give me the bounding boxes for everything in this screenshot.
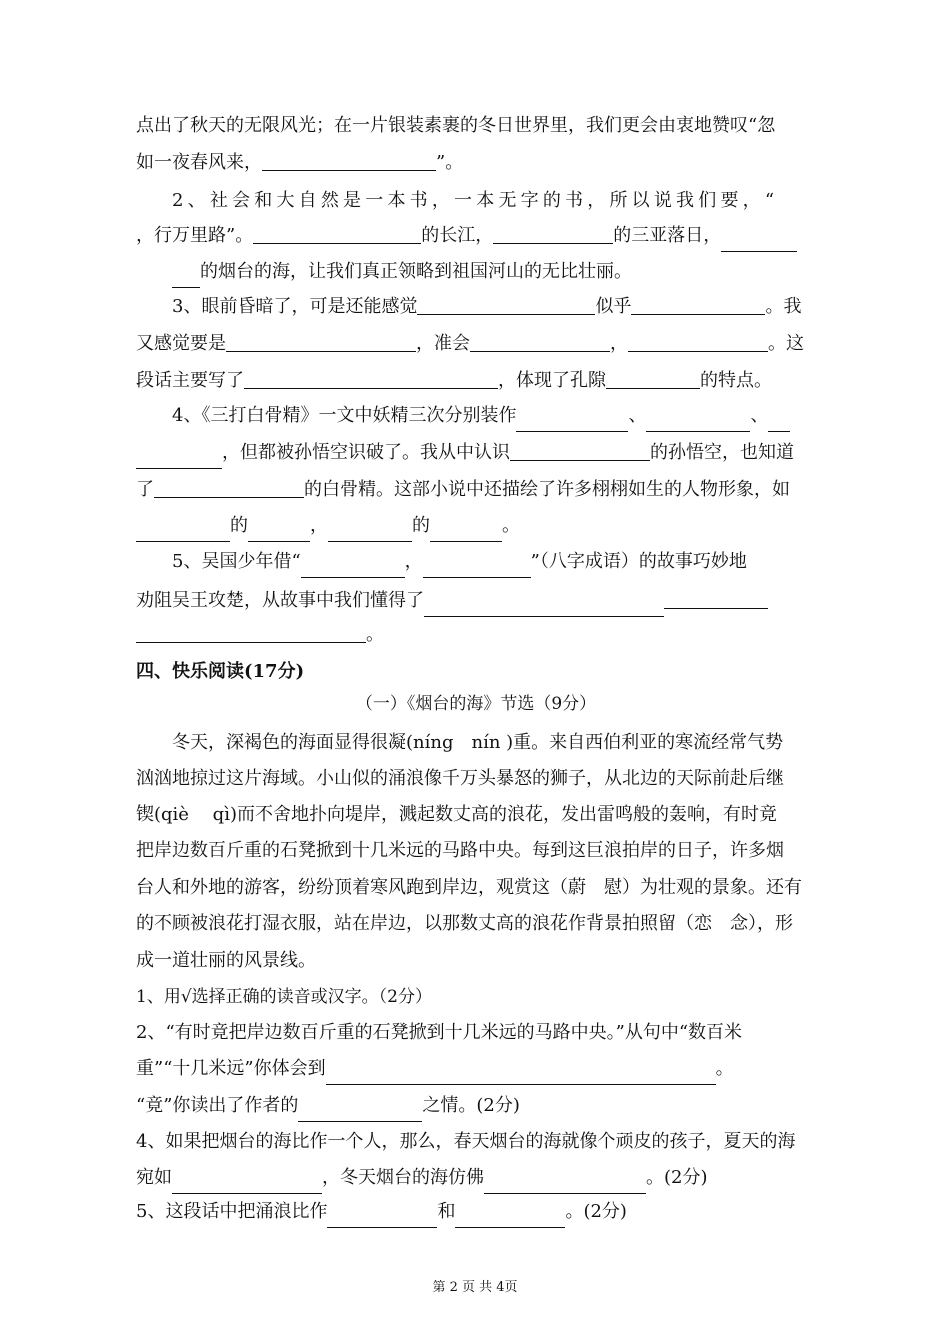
answer-blank[interactable]: [423, 553, 531, 578]
answer-blank[interactable]: [262, 152, 436, 171]
text: 的特点。: [700, 370, 772, 391]
text: 3、眼前昏暗了，可是还能感觉: [172, 296, 418, 317]
answer-blank[interactable]: [298, 1097, 422, 1122]
answer-blank[interactable]: [226, 333, 416, 352]
passage-line-5: 台人和外地的游客，纷纷顶着寒风跑到岸边，观赏这（蔚 慰）为壮观的景象。还有: [136, 877, 802, 898]
answer-blank[interactable]: [136, 444, 222, 469]
text: 了: [136, 479, 154, 500]
text: 4、《三打白骨精》一文中妖精三次分别装作: [172, 405, 517, 426]
passage-line-2: 汹汹地掠过这片海域。小山似的涌浪像千万头暴怒的狮子，从北边的天际前赴后继: [136, 768, 784, 789]
text: 宛如: [136, 1167, 172, 1188]
answer-blank[interactable]: [721, 227, 797, 252]
answer-blank[interactable]: [516, 407, 628, 432]
text: 的: [230, 515, 248, 536]
answer-blank[interactable]: [328, 517, 412, 542]
answer-blank[interactable]: [154, 479, 304, 498]
page-footer: 第 2 页 共 4页: [432, 1280, 518, 1295]
text: 2、社会和大自然是一本书，一本无字的书，所以说我们要，“: [172, 190, 779, 211]
q-prev-line-2: [136, 151, 816, 175]
text: 、: [628, 405, 647, 426]
q5-line-3: [136, 623, 816, 647]
answer-blank[interactable]: [510, 442, 650, 461]
passage-line-6: 的不顾被浪花打湿衣服，站在岸边，以那数丈高的浪花作背景拍照留（恋 念），形: [136, 913, 793, 934]
text: 。: [366, 624, 384, 645]
q4-line-3: [136, 478, 816, 502]
text: “竟”你读出了作者的: [136, 1095, 299, 1116]
text: 的烟台的海，让我们真正领略到祖国河山的无比壮丽。: [200, 261, 632, 282]
passage-line-4: 把岸边数百斤重的石凳掀到十几米远的马路中央。每到这巨浪拍岸的日子，许多烟: [136, 840, 784, 861]
passage-line-7: 成一道壮丽的风景线。: [136, 950, 316, 971]
answer-blank[interactable]: [768, 407, 790, 432]
answer-blank[interactable]: [628, 333, 768, 352]
q3-line-2: [136, 332, 816, 356]
reading-q4-line-1: 4、如果把烟台的海比作一个人，那么，春天烟台的海就像个顽皮的孩子，夏天的海: [136, 1131, 796, 1152]
section-title: 四、快乐阅读(17分): [136, 661, 305, 682]
answer-blank[interactable]: [664, 590, 768, 609]
text: ”（八字成语）的故事巧妙地: [530, 551, 747, 572]
text: 和: [437, 1201, 456, 1222]
reading-q2-line-3: [136, 1094, 816, 1122]
reading-q1: 1、用√选择正确的读音或汉字。（2分）: [136, 987, 432, 1007]
q3-line-3: [136, 369, 816, 393]
text: 。(2分): [646, 1167, 708, 1188]
text: 。(2分): [565, 1201, 627, 1222]
answer-blank[interactable]: [172, 263, 200, 288]
q-prev-line-1: [136, 114, 816, 138]
reading-q5: [136, 1200, 816, 1228]
text: 劝阻吴王攻楚，从故事中我们懂得了: [136, 590, 424, 611]
text: 。我: [765, 296, 802, 317]
answer-blank[interactable]: [253, 225, 421, 244]
text: 的三亚落日，: [613, 225, 722, 246]
text: 的: [412, 515, 430, 536]
answer-blank[interactable]: [424, 592, 664, 617]
text: ，: [404, 551, 423, 572]
answer-blank[interactable]: [484, 1169, 646, 1194]
text: ，: [310, 515, 328, 536]
answer-blank[interactable]: [327, 1203, 437, 1228]
text: 又感觉要是: [136, 333, 226, 354]
reading-q2-line-2: [136, 1057, 816, 1085]
text: 。: [502, 515, 520, 536]
text: ，但都被孙悟空识破了。我从中认识: [222, 442, 510, 463]
q2-line-3: [172, 260, 816, 288]
text: ，体现了孔隙: [498, 370, 606, 391]
text: 。这: [768, 333, 804, 354]
q5-line-1: [172, 550, 816, 578]
text: 、: [750, 405, 769, 426]
text: ”。: [436, 152, 464, 173]
text: 重”“十几米远”你体会到: [136, 1058, 326, 1079]
q4-line-2: [136, 441, 816, 469]
text: 点出了秋天的无限风光；在一片银装素裹的冬日世界里，我们更会由衷地赞叹“忽: [136, 115, 776, 136]
answer-blank[interactable]: [430, 517, 502, 542]
answer-blank[interactable]: [136, 517, 230, 542]
answer-blank[interactable]: [301, 553, 405, 578]
text: 5、这段话中把涌浪比作: [136, 1201, 328, 1222]
answer-blank[interactable]: [493, 225, 613, 244]
text: 之情。(2分): [422, 1095, 520, 1116]
text: 的长江，: [421, 225, 494, 246]
answer-blank[interactable]: [172, 1169, 322, 1194]
answer-blank[interactable]: [470, 333, 610, 352]
passage-line-3: 锲(qiè qì)而不舍地扑向堤岸，溅起数丈高的浪花，发出雷鸣般的轰响，有时竟: [136, 804, 777, 825]
section-subtitle: （一）《烟台的海》节选（9分）: [355, 694, 597, 714]
reading-q4-line-2: [136, 1166, 816, 1194]
text: ，: [610, 333, 628, 354]
text: 。: [715, 1058, 734, 1079]
answer-blank[interactable]: [646, 407, 750, 432]
q4-line-4: [136, 514, 816, 542]
answer-blank[interactable]: [606, 370, 700, 389]
text: ，行万里路”。: [136, 225, 254, 246]
q4-line-1: [172, 404, 816, 432]
text: 似乎: [595, 296, 632, 317]
q2-line-1: [172, 189, 816, 213]
answer-blank[interactable]: [417, 296, 595, 315]
text: ，冬天烟台的海仿佛: [322, 1167, 484, 1188]
reading-q2-line-1: 2、“有时竟把岸边数百斤重的石凳掀到十几米远的马路中央。”从句中“数百米: [136, 1022, 743, 1043]
text: 的孙悟空，也知道: [650, 442, 794, 463]
passage-line-1: 冬天，深褐色的海面显得很凝(níng nín )重。来自西伯利亚的寒流经常气势: [172, 732, 784, 753]
text: 段话主要写了: [136, 370, 244, 391]
text: 的白骨精。这部小说中还描绘了许多栩栩如生的人物形象，如: [304, 479, 790, 500]
text: 如一夜春风来，: [136, 152, 262, 173]
answer-blank[interactable]: [631, 296, 765, 315]
text: 5、吴国少年借“: [172, 551, 301, 572]
q5-line-2: [136, 589, 816, 617]
answer-blank[interactable]: [136, 624, 366, 643]
answer-blank[interactable]: [244, 370, 498, 389]
answer-blank[interactable]: [326, 1060, 716, 1085]
answer-blank[interactable]: [455, 1203, 565, 1228]
q3-line-1: [172, 295, 816, 319]
answer-blank[interactable]: [248, 517, 310, 542]
text: ，准会: [416, 333, 470, 354]
q2-line-2: [136, 224, 816, 252]
